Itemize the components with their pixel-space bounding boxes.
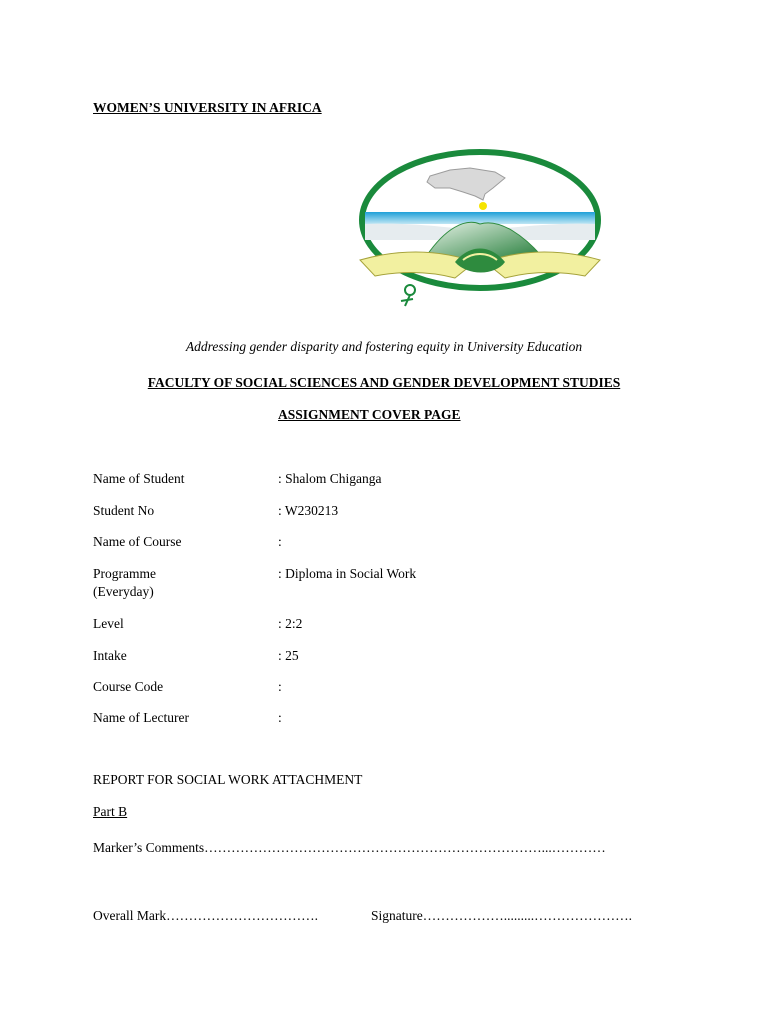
field-value-student-name: : Shalom Chiganga (278, 471, 382, 486)
field-value-level: : 2:2 (278, 616, 303, 631)
field-value-course-code: : (278, 679, 282, 694)
field-value-intake: : 25 (278, 648, 299, 663)
field-value-lecturer: : (278, 710, 282, 725)
university-logo-icon (355, 148, 605, 308)
report-title: REPORT FOR SOCIAL WORK ATTACHMENT (93, 772, 363, 787)
university-motto: Addressing gender disparity and fostering equity in University Education (185, 339, 583, 354)
report-part: Part B (93, 804, 128, 819)
cover-page-title: ASSIGNMENT COVER PAGE (278, 407, 461, 422)
field-label-student-no: Student No (93, 503, 155, 518)
markers-comments-line: Marker’s Comments…………………………………………………………………...………… (93, 840, 606, 855)
field-value-student-no: : W230213 (278, 503, 339, 518)
field-label-level: Level (93, 616, 124, 631)
field-label-programme: Programme (Everyday) (93, 566, 156, 599)
field-label-lecturer: Name of Lecturer (93, 710, 189, 725)
university-name: WOMEN’S UNIVERSITY IN AFRICA (93, 100, 322, 115)
field-label-intake: Intake (93, 648, 127, 663)
overall-mark-line: Overall Mark……………………………. (93, 908, 318, 923)
field-label-course-code: Course Code (93, 679, 164, 694)
field-label-student-name: Name of Student (93, 471, 185, 486)
signature-line: Signature……………….........…………………. (371, 908, 632, 923)
field-label-course-name: Name of Course (93, 534, 182, 549)
field-value-programme: : Diploma in Social Work (278, 566, 417, 581)
faculty-name: FACULTY OF SOCIAL SCIENCES AND GENDER DEVELOPMENT STUDIES (147, 375, 621, 390)
field-value-course-name: : (278, 534, 282, 549)
